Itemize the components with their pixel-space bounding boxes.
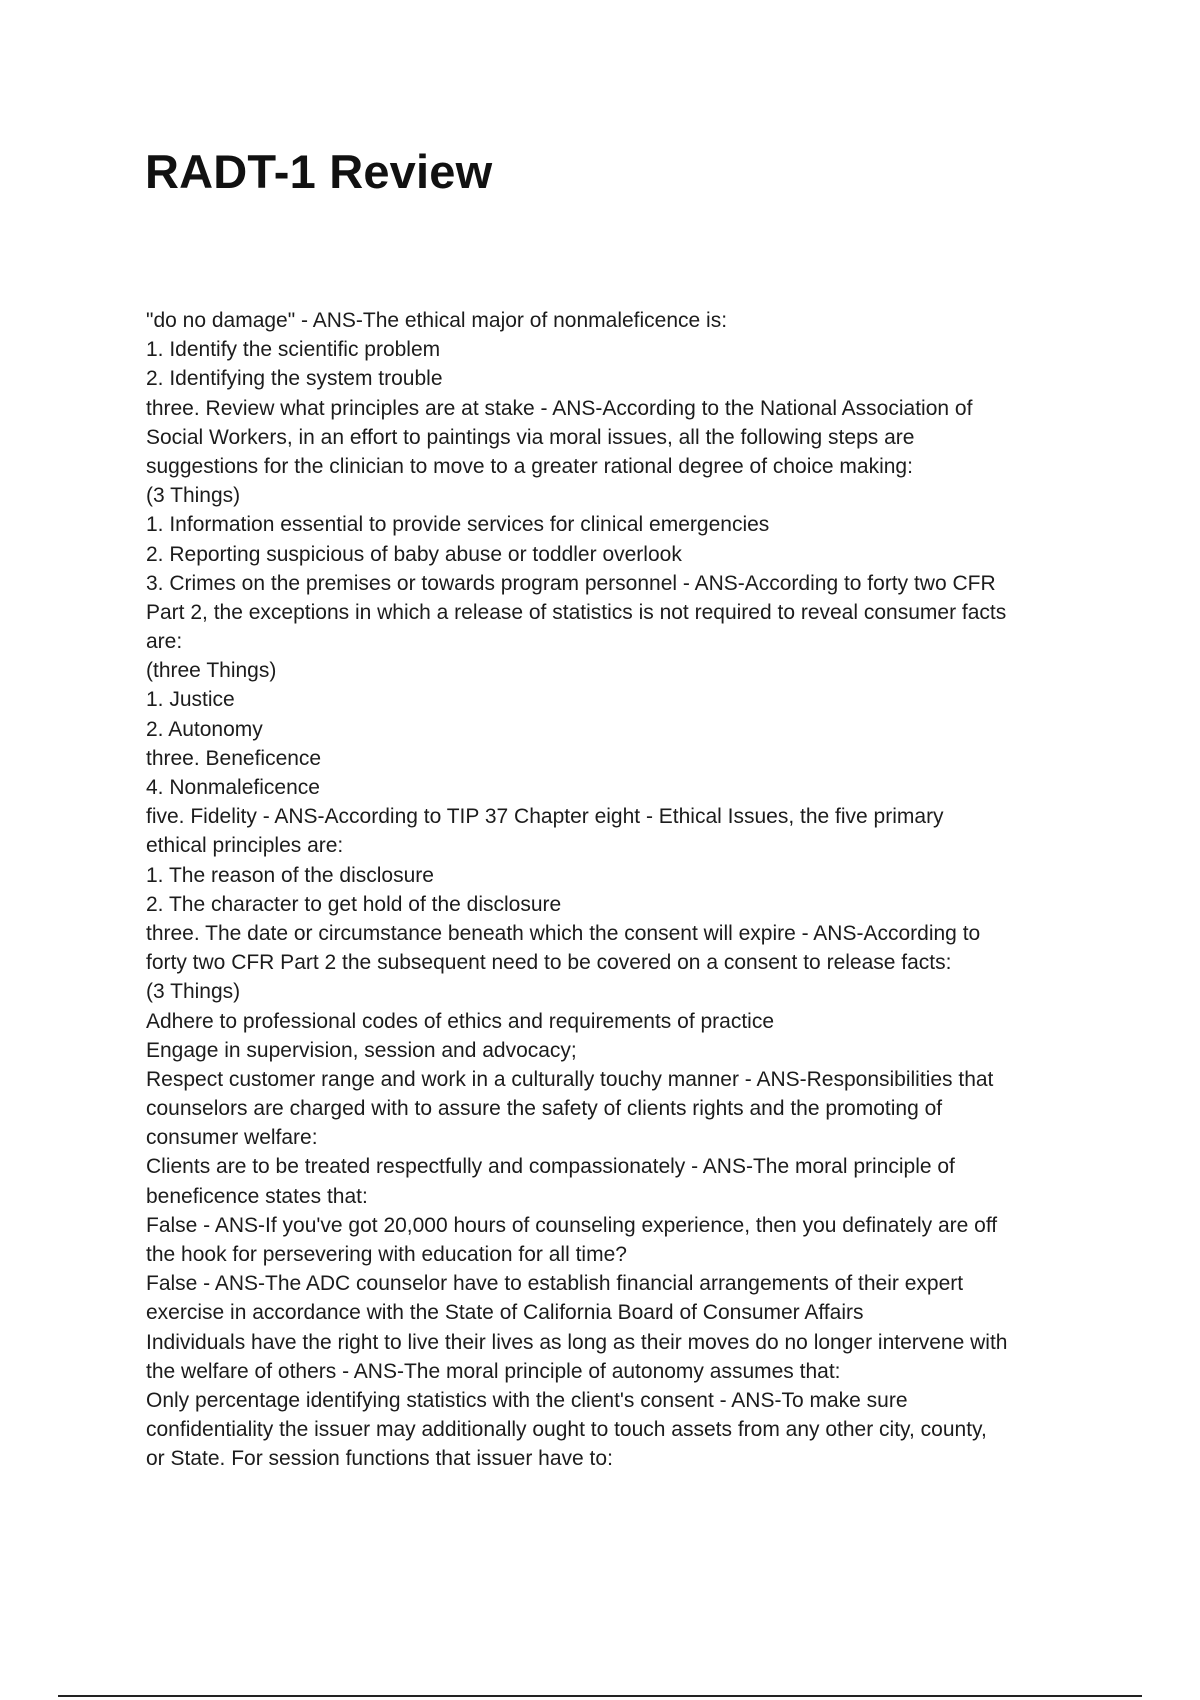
text-line: False - ANS-If you've got 20,000 hours of counseling experience, then you definately are off: [146, 1213, 998, 1237]
text-line: the hook for persevering with education for all time?: [146, 1243, 627, 1266]
text-line: 2. Identifying the system trouble: [146, 367, 443, 391]
text-line: (three Things): [146, 659, 277, 683]
text-line: or State. For session functions that issuer have to:: [146, 1447, 613, 1471]
text-line: ethical principles are:: [146, 834, 344, 858]
text-line: counselors are charged with to assure the safety of clients rights and the promoting of: [146, 1097, 943, 1121]
text-line: (3 Things): [146, 484, 241, 508]
text-line: three. The date or circumstance beneath which the consent will expire - ANS-According to: [146, 921, 981, 945]
text-line: suggestions for the clinician to move to a greater rational degree of choice making:: [146, 454, 913, 478]
text-line: 2. Reporting suspicious of baby abuse or toddler overlook: [146, 542, 682, 566]
text-line: Respect customer range and work in a culturally touchy manner - ANS-Responsibilities that: [146, 1067, 994, 1091]
text-line: 1. Information essential to provide services for clinical emergencies: [146, 513, 770, 537]
text-line: Clients are to be treated respectfully and compassionately - ANS-The moral principle of: [146, 1155, 955, 1179]
page-title: RADT-1 Review: [145, 145, 493, 198]
text-line: beneficence states that:: [146, 1184, 368, 1208]
text-line: Part 2, the exceptions in which a release of statistics is not required to reveal consumer facts: [146, 600, 1007, 624]
text-line: "do no damage" - ANS-The ethical major of nonmaleficence is:: [146, 309, 728, 332]
text-line: the welfare of others - ANS-The moral principle of autonomy assumes that:: [146, 1359, 841, 1383]
text-line: consumer welfare:: [146, 1126, 318, 1150]
text-line: Engage in supervision, session and advocacy;: [146, 1038, 577, 1062]
text-line: Social Workers, in an effort to paintings via moral issues, all the following steps are: [146, 425, 915, 449]
text-line: 1. Identify the scientific problem: [146, 338, 441, 362]
text-line: 1. Justice: [146, 688, 235, 712]
text-line: Only percentage identifying statistics with the client's consent - ANS-To make sure: [146, 1388, 908, 1412]
text-line: 1. The reason of the disclosure: [146, 863, 434, 887]
text-line: Adhere to professional codes of ethics and requirements of practice: [146, 1009, 775, 1033]
text-line: confidentiality the issuer may additionally ought to touch assets from any other city, county,: [146, 1418, 987, 1442]
text-line: 2. The character to get hold of the disclosure: [146, 892, 562, 916]
text-line: 2. Autonomy: [146, 717, 263, 741]
footer-divider: [58, 1695, 1142, 1697]
document-body: [146, 306, 1076, 1474]
text-line: five. Fidelity - ANS-According to TIP 37 Chapter eight - Ethical Issues, the five primary: [146, 805, 944, 829]
text-line: are:: [146, 630, 183, 654]
text-line: False - ANS-The ADC counselor have to establish financial arrangements of their expert: [146, 1272, 964, 1296]
text-line: (3 Things): [146, 980, 241, 1004]
text-line: Individuals have the right to live their lives as long as their moves do no longer intervene with: [146, 1330, 1008, 1354]
text-line: forty two CFR Part 2 the subsequent need to be covered on a consent to release facts:: [146, 951, 952, 975]
text-line: 4. Nonmaleficence: [146, 776, 320, 799]
text-line: three. Beneficence: [146, 746, 322, 770]
text-line: three. Review what principles are at stake - ANS-According to the National Association of: [146, 396, 973, 420]
text-line: 3. Crimes on the premises or towards program personnel - ANS-According to forty two CFR: [146, 571, 996, 595]
text-line: exercise in accordance with the State of California Board of Consumer Affairs: [146, 1301, 864, 1325]
